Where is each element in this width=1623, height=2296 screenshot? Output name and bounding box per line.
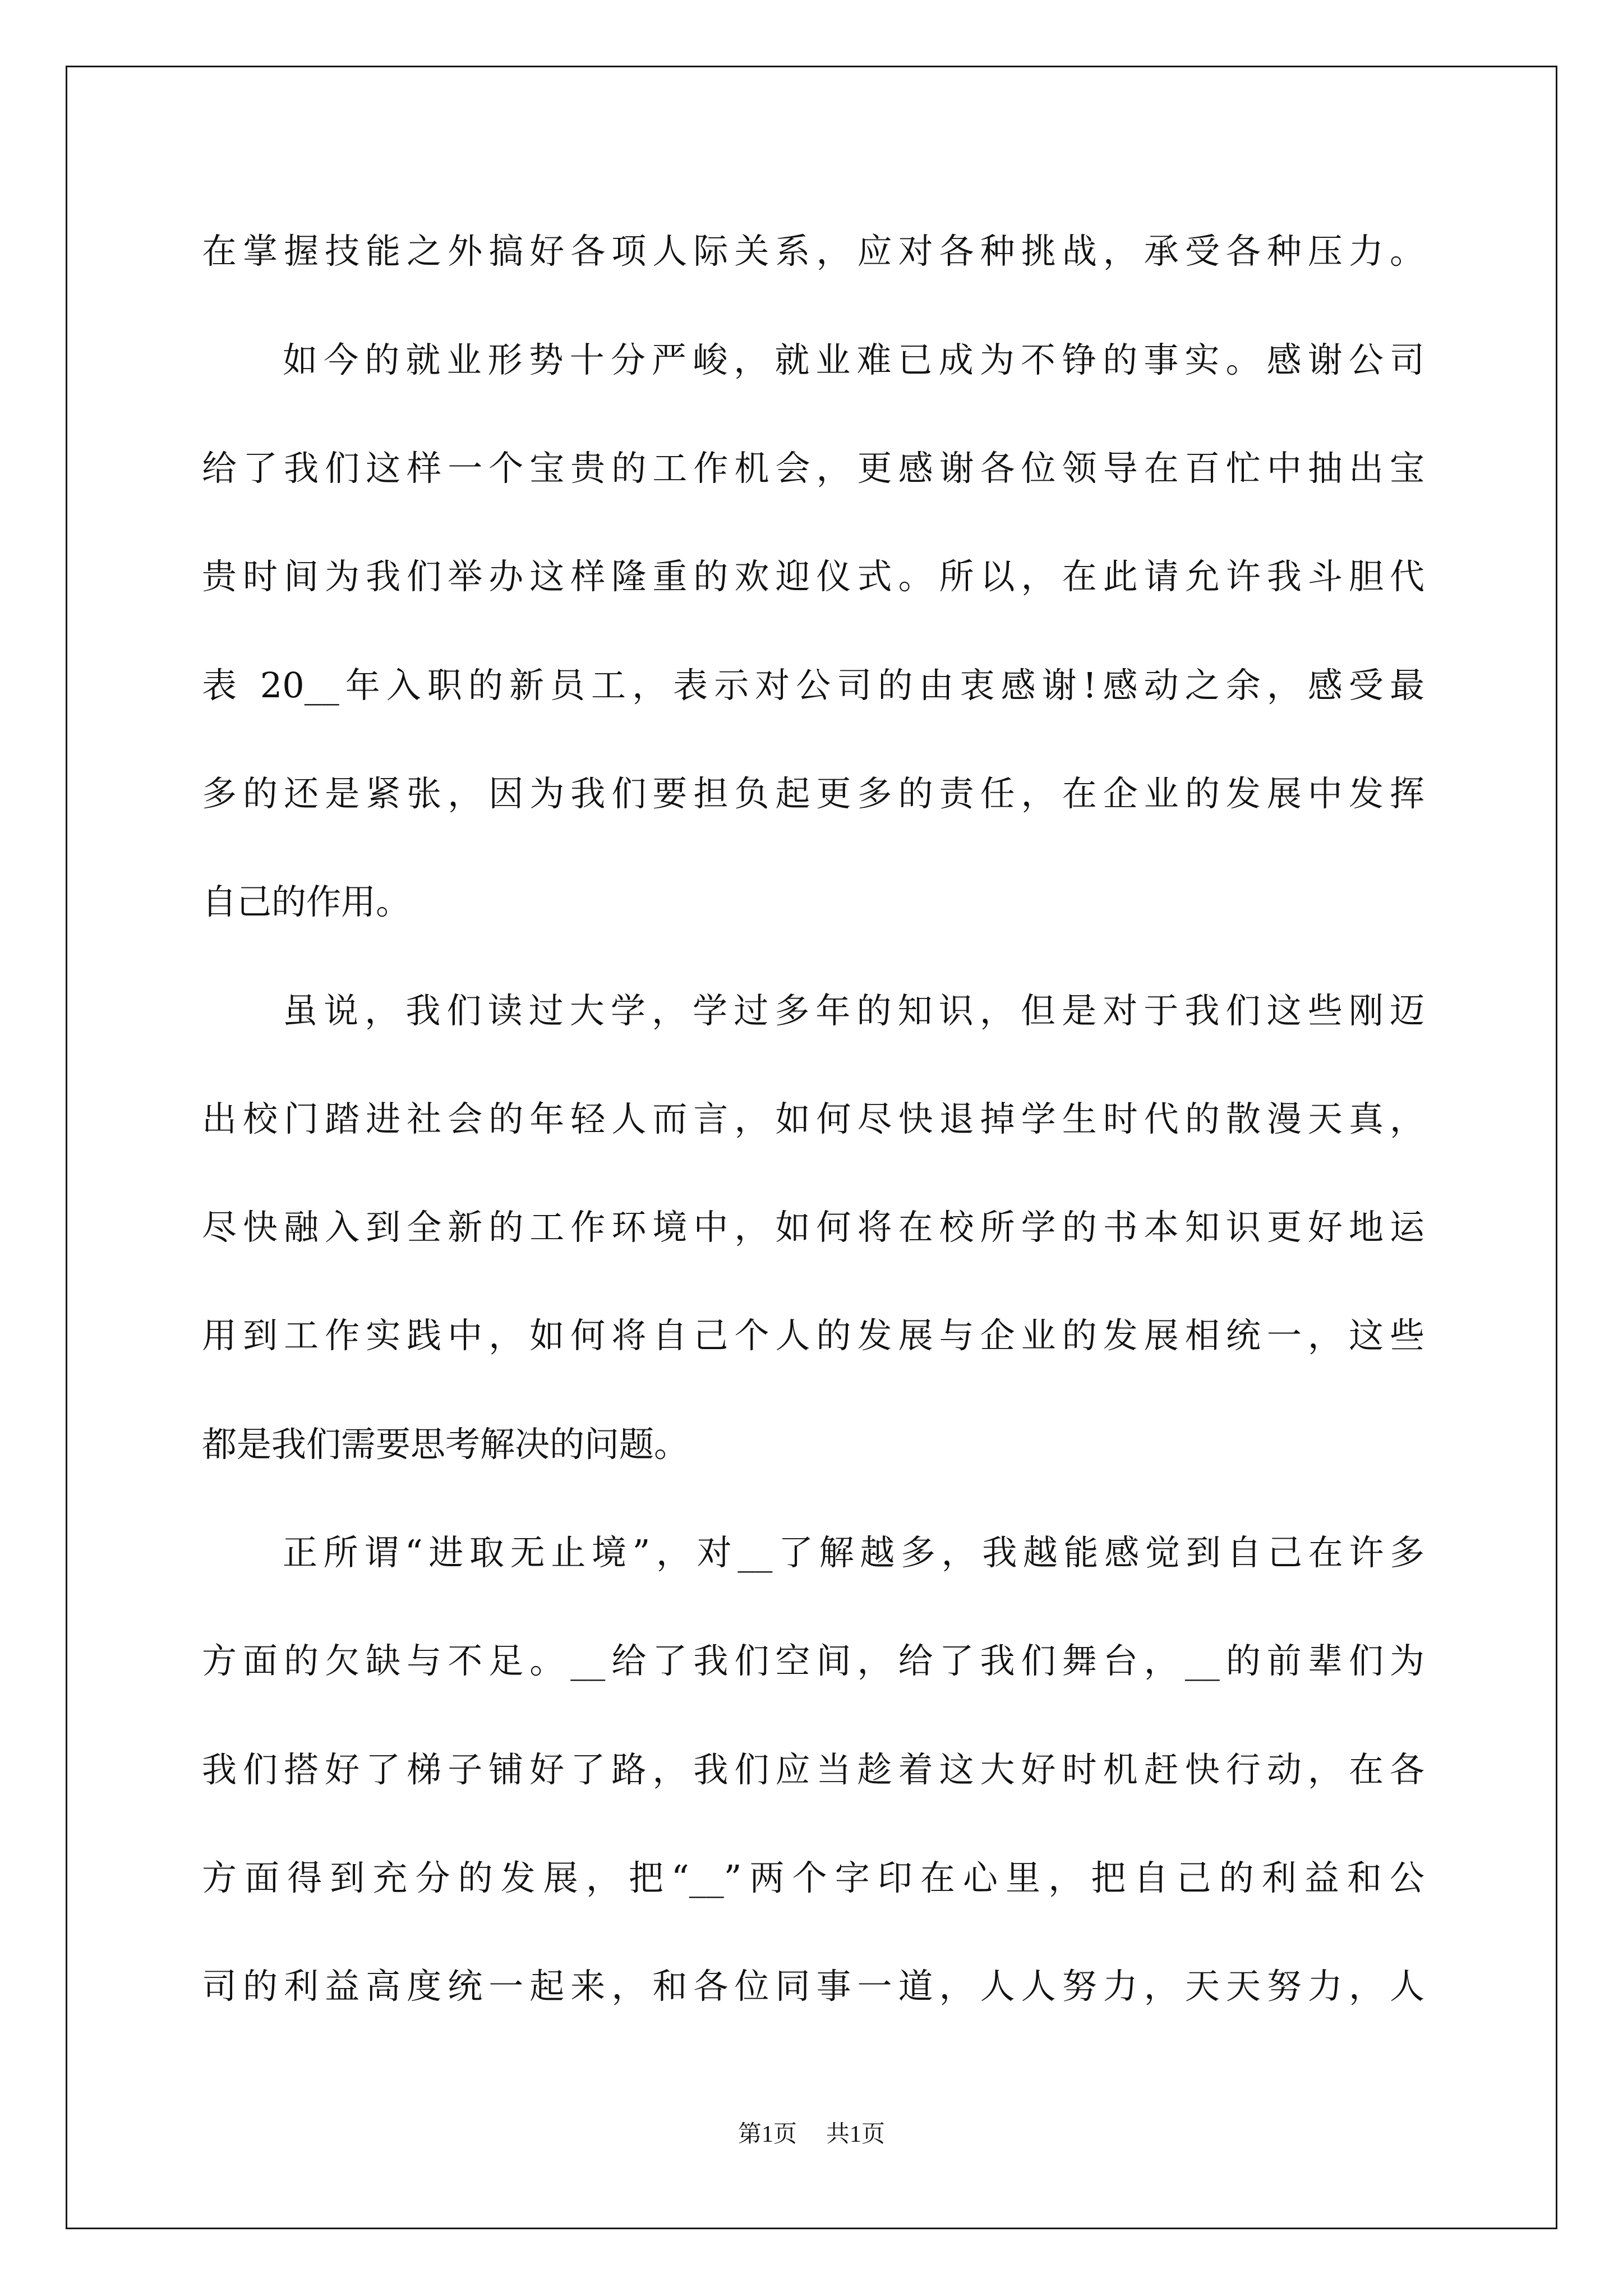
paragraph-line: 用到工作实践中，如何将自己个人的发展与企业的发展相统一，这些 — [202, 1315, 1424, 1356]
paragraph-line: 贵时间为我们举办这样隆重的欢迎仪式。所以，在此请允许我斗胆代 — [202, 556, 1424, 597]
paragraph-line: 表 20__年入职的新员工，表示对公司的由衷感谢!感动之余，感受最 — [202, 665, 1424, 706]
paragraph-line: 出校门踏进社会的年轻人而言，如何尽快退掉学生时代的散漫天真， — [202, 1098, 1424, 1139]
paragraph-line: 司的利益高度统一起来，和各位同事一道，人人努力，天天努力，人 — [202, 1966, 1424, 2007]
paragraph-line: 在掌握技能之外搞好各项人际关系，应对各种挑战，承受各种压力。 — [202, 231, 1424, 272]
paragraph-line: 尽快融入到全新的工作环境中，如何将在校所学的书本知识更好地运 — [202, 1207, 1424, 1248]
paragraph-line: 多的还是紧张，因为我们要担负起更多的责任，在企业的发展中发挥 — [202, 773, 1424, 814]
paragraph-line: 虽说，我们读过大学，学过多年的知识，但是对于我们这些刚迈 — [283, 990, 1424, 1031]
paragraph-line: 给了我们这样一个宝贵的工作机会，更感谢各位领导在百忙中抽出宝 — [202, 448, 1424, 489]
paragraph-line: 方面的欠缺与不足。__给了我们空间，给了我们舞台，__的前辈们为 — [202, 1640, 1424, 1681]
page-total: 共1页 — [826, 2122, 886, 2147]
paragraph-line: 正所谓“进取无止境”，对__了解越多，我越能感觉到自己在许多 — [283, 1532, 1424, 1573]
paragraph-line: 自己的作用。 — [202, 881, 411, 922]
paragraph-line: 方面得到充分的发展，把“__”两个字印在心里，把自己的利益和公 — [202, 1857, 1424, 1898]
paragraph-line: 我们搭好了梯子铺好了路，我们应当趁着这大好时机赶快行动，在各 — [202, 1749, 1424, 1790]
paragraph-line: 都是我们需要思考解决的问题。 — [202, 1424, 689, 1465]
paragraph-line: 如今的就业形势十分严峻，就业难已成为不铮的事实。感谢公司 — [283, 339, 1424, 380]
page-footer — [0, 2118, 1623, 2151]
page-number: 第1页 — [737, 2122, 797, 2147]
